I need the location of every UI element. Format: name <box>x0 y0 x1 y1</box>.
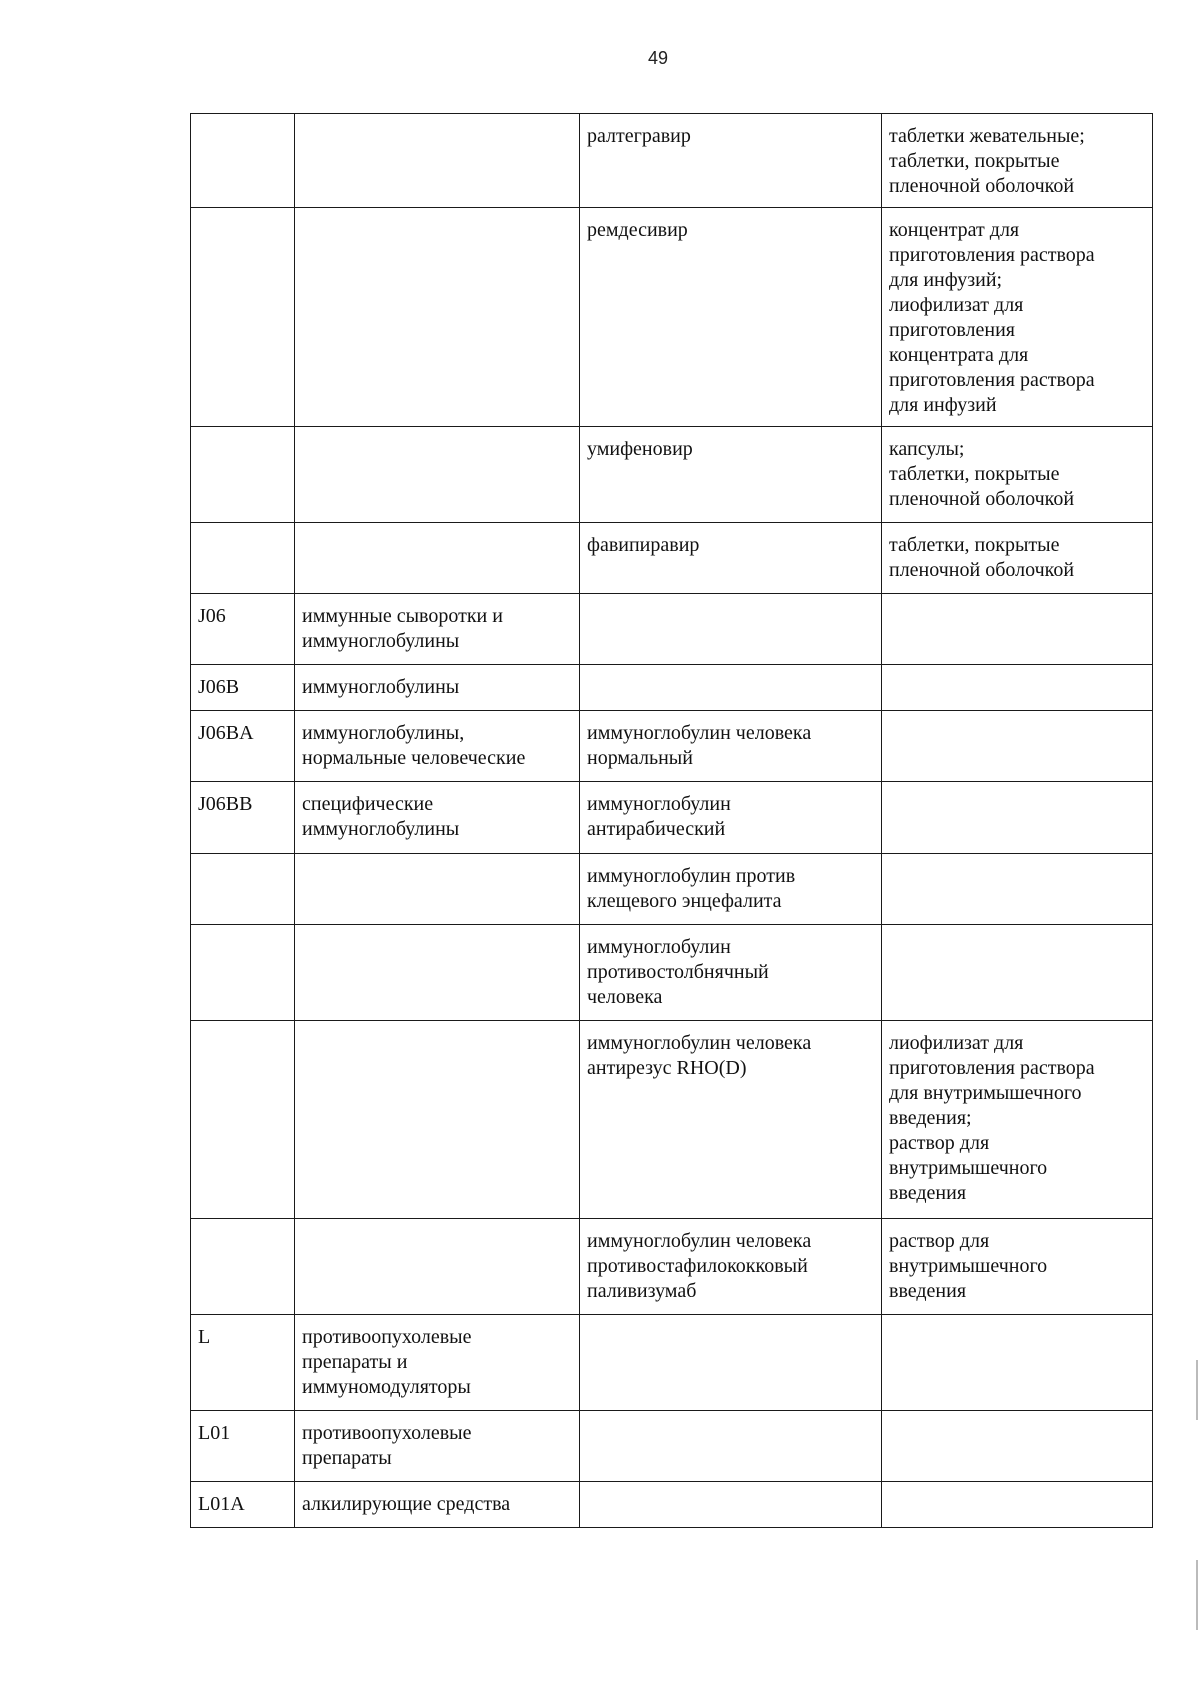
dosage-form-cell <box>882 1482 1153 1528</box>
anatomical-group-text: алкилирующие средства <box>302 1493 511 1515</box>
atc-code-text: L01 <box>198 1422 231 1444</box>
drug-name-text: ремдесивир <box>587 219 688 241</box>
drug-name-cell <box>580 1021 882 1219</box>
drug-name-cell <box>580 665 882 711</box>
anatomical-group-cell <box>295 523 580 594</box>
atc-code-text: J06BA <box>198 722 254 744</box>
anatomical-group-cell <box>295 665 580 711</box>
drug-name-cell <box>580 1482 882 1528</box>
anatomical-group-cell <box>295 1411 580 1482</box>
atc-code-text: J06BB <box>198 793 253 815</box>
drug-name-cell <box>580 594 882 665</box>
anatomical-group-cell <box>295 594 580 665</box>
table-row <box>191 1021 1153 1219</box>
dosage-form-cell <box>882 208 1153 427</box>
atc-code-cell <box>191 782 295 854</box>
dosage-form-cell <box>882 427 1153 523</box>
atc-code-cell <box>191 114 295 208</box>
scan-edge-mark <box>1196 1360 1198 1420</box>
anatomical-group-text: иммуноглобулины, нормальные человеческие <box>302 722 526 769</box>
atc-code-cell <box>191 427 295 523</box>
dosage-form-cell <box>882 782 1153 854</box>
dosage-form-cell <box>882 1315 1153 1411</box>
drug-name-cell <box>580 711 882 782</box>
atc-code-cell <box>191 208 295 427</box>
atc-code-text: J06B <box>198 676 240 698</box>
dosage-form-text: таблетки, покрытые пленочной оболочкой <box>889 534 1075 581</box>
page-number: 49 <box>647 48 669 68</box>
atc-code-cell <box>191 1219 295 1315</box>
anatomical-group-cell <box>295 925 580 1021</box>
atc-code-cell <box>191 665 295 711</box>
drug-name-text: ралтегравир <box>587 125 691 147</box>
table-row <box>191 427 1153 523</box>
drug-name-cell <box>580 1315 882 1411</box>
drug-name-cell <box>580 208 882 427</box>
anatomical-group-cell <box>295 1219 580 1315</box>
table-row <box>191 1482 1153 1528</box>
table-row <box>191 523 1153 594</box>
atc-code-cell <box>191 925 295 1021</box>
drug-name-cell <box>580 427 882 523</box>
dosage-form-cell <box>882 1411 1153 1482</box>
dosage-form-cell <box>882 114 1153 208</box>
table-row <box>191 854 1153 925</box>
dosage-form-cell <box>882 1021 1153 1219</box>
drug-table-body <box>191 114 1153 1528</box>
drug-name-text: иммуноглобулин человека антирезус RHO(D) <box>587 1032 812 1079</box>
atc-code-text: J06 <box>198 605 226 627</box>
anatomical-group-text: противоопухолевые препараты и иммуномодуляторы <box>302 1326 472 1398</box>
atc-code-cell <box>191 1411 295 1482</box>
atc-code-cell <box>191 594 295 665</box>
atc-code-text: L01A <box>198 1493 245 1515</box>
drug-name-cell <box>580 523 882 594</box>
drug-name-text: иммуноглобулин человека противостафилококковый паливизумаб <box>587 1230 812 1302</box>
drug-name-cell <box>580 114 882 208</box>
anatomical-group-cell <box>295 711 580 782</box>
dosage-form-cell <box>882 665 1153 711</box>
table-row <box>191 711 1153 782</box>
dosage-form-cell <box>882 523 1153 594</box>
drug-name-text: умифеновир <box>587 438 693 460</box>
table-row <box>191 1219 1153 1315</box>
anatomical-group-text: противоопухолевые препараты <box>302 1422 472 1469</box>
table-row <box>191 782 1153 854</box>
atc-code-text: L <box>198 1326 211 1348</box>
drug-name-cell <box>580 854 882 925</box>
anatomical-group-cell <box>295 1482 580 1528</box>
dosage-form-text: таблетки жевательные; таблетки, покрытые пленочной оболочкой <box>889 125 1085 197</box>
anatomical-group-cell <box>295 854 580 925</box>
anatomical-group-text: специфические иммуноглобулины <box>302 793 460 840</box>
table-row <box>191 208 1153 427</box>
drug-name-cell <box>580 1411 882 1482</box>
atc-code-cell <box>191 1482 295 1528</box>
atc-code-cell <box>191 1021 295 1219</box>
dosage-form-text: лиофилизат для приготовления раствора для внутримышечного введения; раствор для внутримышечного введения <box>889 1032 1095 1204</box>
drug-name-cell <box>580 925 882 1021</box>
table-row <box>191 925 1153 1021</box>
anatomical-group-cell <box>295 1021 580 1219</box>
anatomical-group-cell <box>295 208 580 427</box>
anatomical-group-text: иммунные сыворотки и иммуноглобулины <box>302 605 503 652</box>
anatomical-group-cell <box>295 1315 580 1411</box>
drug-name-cell <box>580 1219 882 1315</box>
atc-code-cell <box>191 523 295 594</box>
table-row <box>191 1315 1153 1411</box>
scan-edge-mark <box>1196 1560 1198 1630</box>
anatomical-group-cell <box>295 427 580 523</box>
dosage-form-text: капсулы; таблетки, покрытые пленочной оболочкой <box>889 438 1075 510</box>
atc-code-cell <box>191 1315 295 1411</box>
drug-name-text: иммуноглобулин человека нормальный <box>587 722 812 769</box>
anatomical-group-cell <box>295 114 580 208</box>
dosage-form-cell <box>882 1219 1153 1315</box>
table-row <box>191 594 1153 665</box>
drug-table <box>190 113 1153 1528</box>
dosage-form-cell <box>882 925 1153 1021</box>
anatomical-group-text: иммуноглобулины <box>302 676 460 698</box>
dosage-form-text: раствор для внутримышечного введения <box>889 1230 1048 1302</box>
table-row <box>191 114 1153 208</box>
drug-name-text: иммуноглобулин антирабический <box>587 793 731 840</box>
table-row <box>191 1411 1153 1482</box>
drug-name-text: иммуноглобулин противостолбнячный человека <box>587 936 769 1008</box>
table-row <box>191 665 1153 711</box>
drug-name-text: фавипиравир <box>587 534 700 556</box>
dosage-form-text: концентрат для приготовления раствора для инфузий; лиофилизат для приготовления концентрата для приготовления раствора для инфузий <box>889 219 1095 416</box>
drug-name-cell <box>580 782 882 854</box>
dosage-form-cell <box>882 711 1153 782</box>
atc-code-cell <box>191 711 295 782</box>
drug-name-text: иммуноглобулин против клещевого энцефалита <box>587 865 796 912</box>
anatomical-group-cell <box>295 782 580 854</box>
dosage-form-cell <box>882 854 1153 925</box>
atc-code-cell <box>191 854 295 925</box>
dosage-form-cell <box>882 594 1153 665</box>
